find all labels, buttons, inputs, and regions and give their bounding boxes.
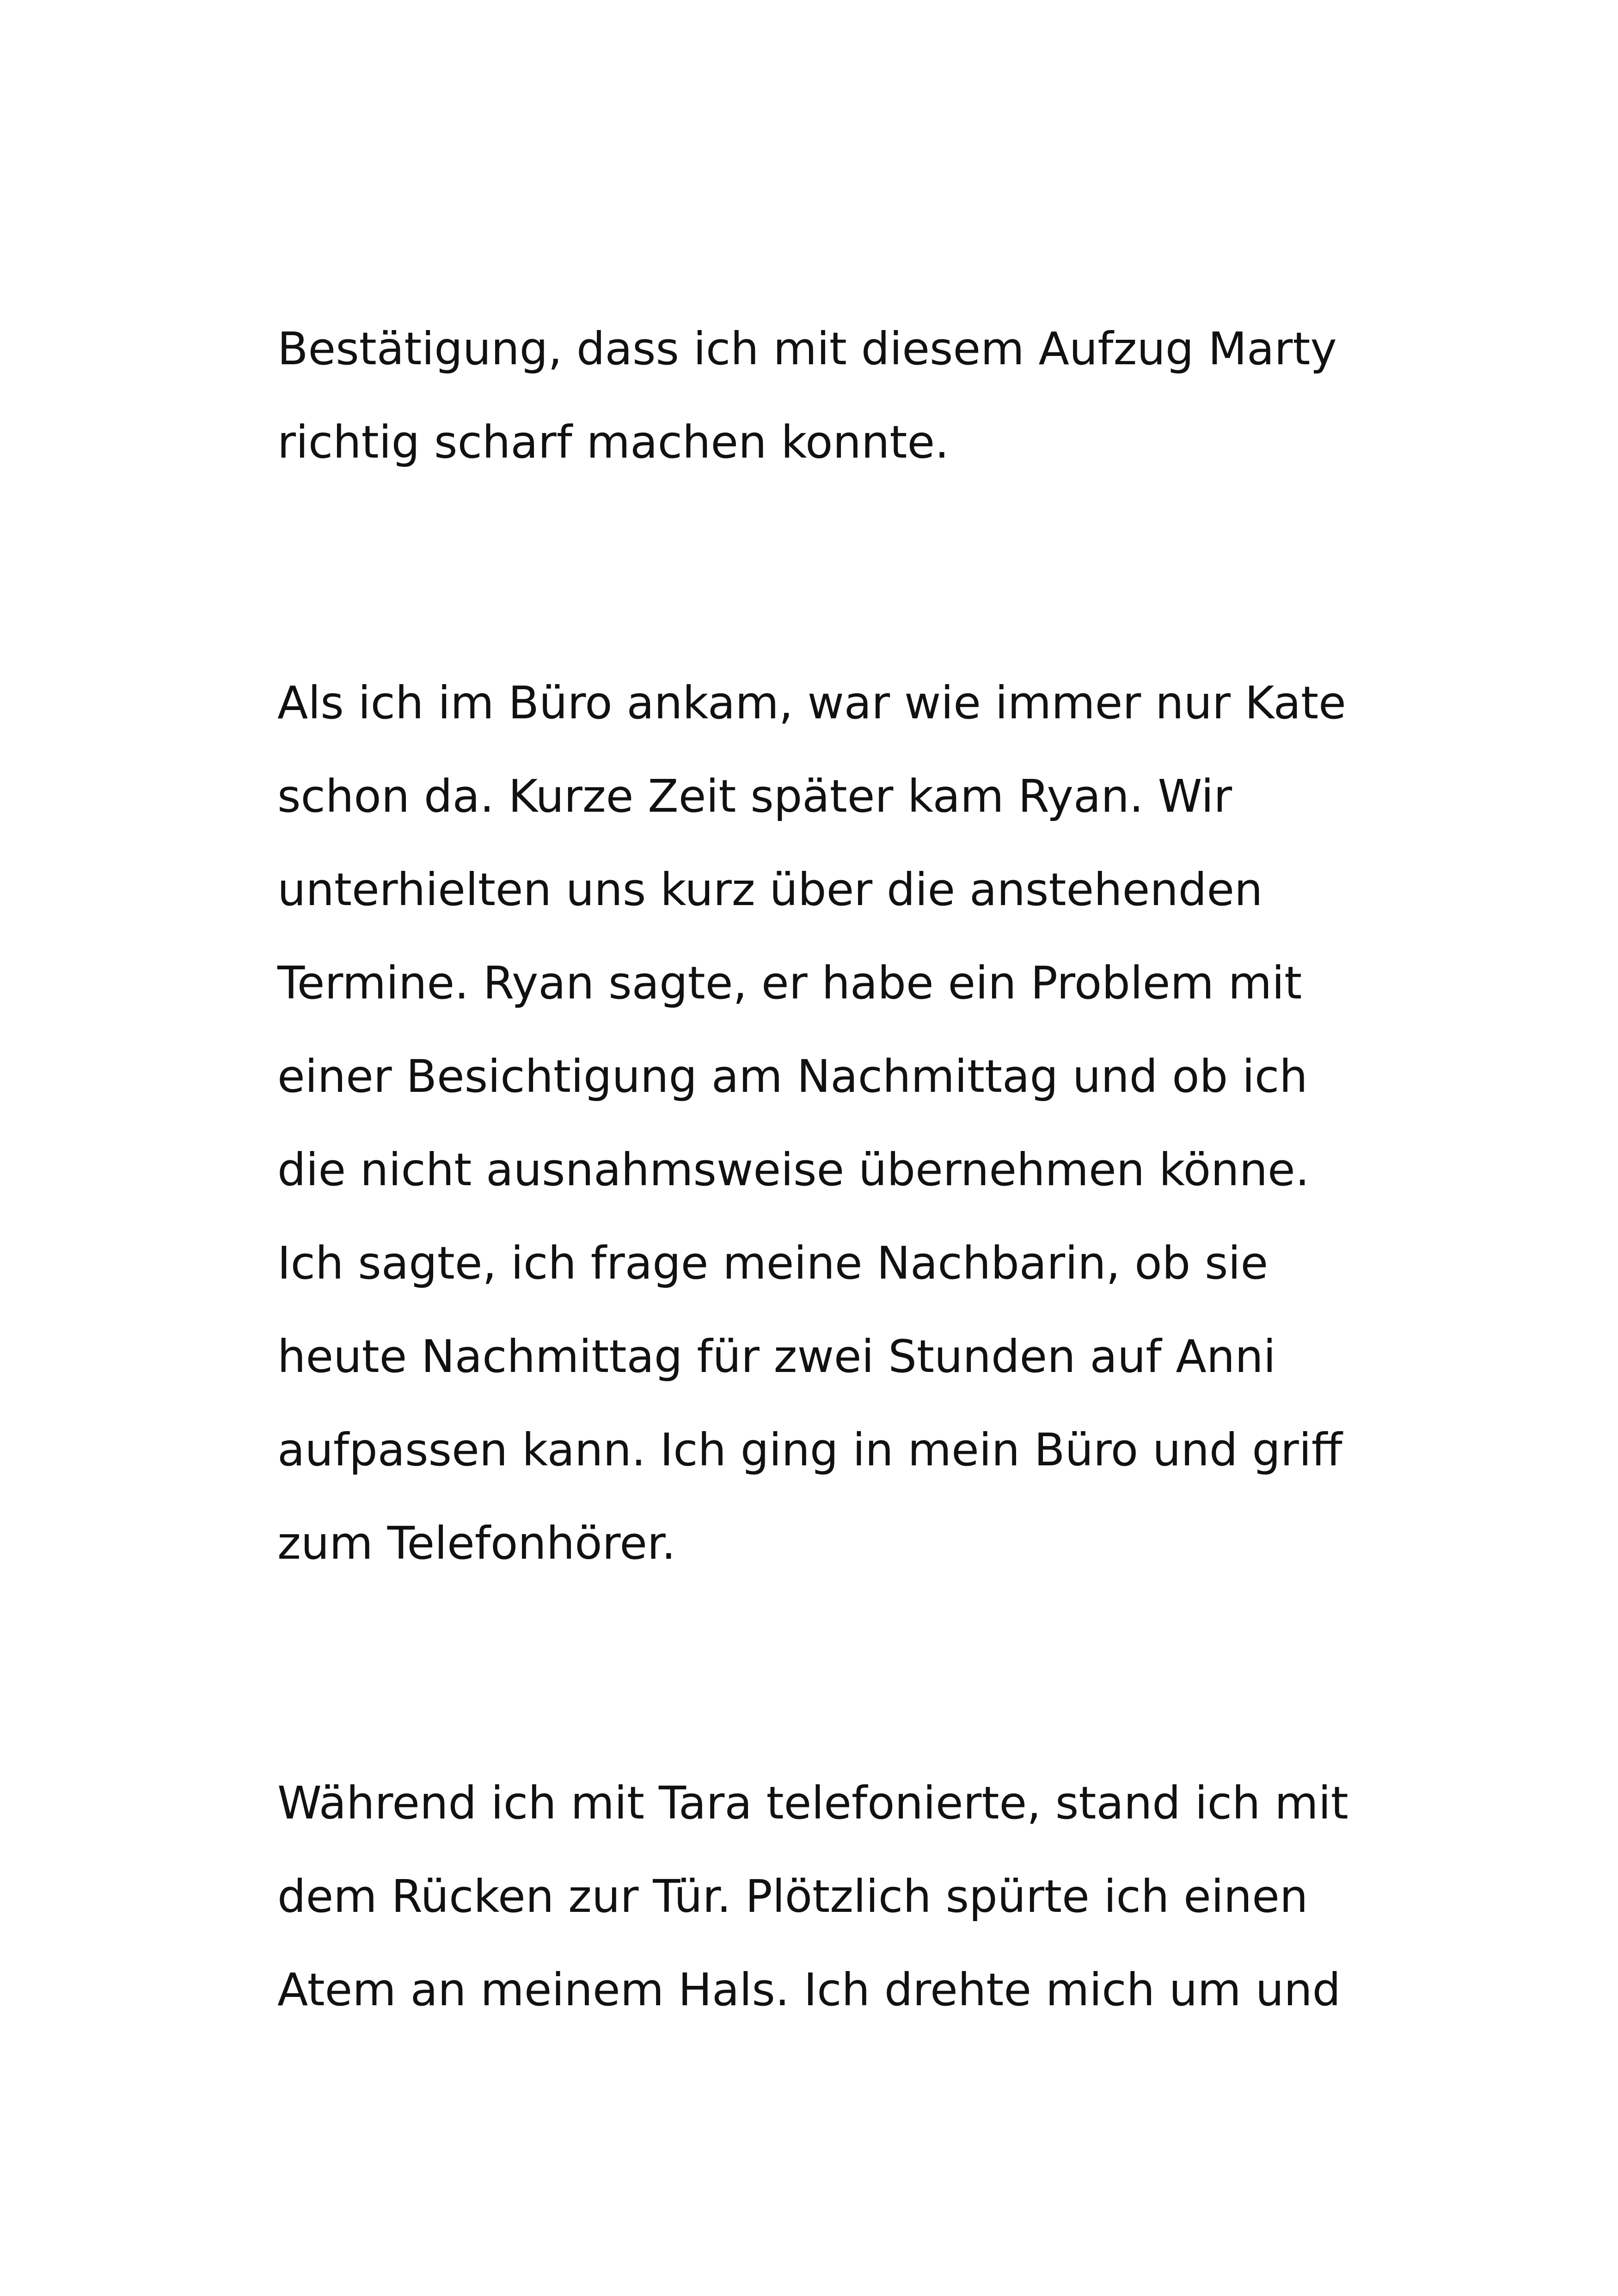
text-line: einer Besichtigung am Nachmittag und ob ich — [277, 1050, 1308, 1102]
text-line: Atem an meinem Hals. Ich drehte mich um und — [277, 1964, 1341, 2016]
text-line: richtig scharf machen konnte. — [277, 416, 949, 468]
text-line: die nicht ausnahmsweise übernehmen könne. — [277, 1144, 1310, 1196]
text-line: Während ich mit Tara telefonierte, stand ich mit — [277, 1777, 1348, 1829]
text-line: schon da. Kurze Zeit später kam Ryan. Wir — [277, 770, 1232, 822]
text-line: zum Telefonhörer. — [277, 1517, 676, 1569]
text-line: Als ich im Büro ankam, war wie immer nur Kate — [277, 677, 1346, 729]
text-line: aufpassen kann. Ich ging in mein Büro und griff — [277, 1424, 1342, 1476]
text-line: dem Rücken zur Tür. Plötzlich spürte ich einen — [277, 1870, 1308, 1923]
text-line: Termine. Ryan sagte, er habe ein Problem mit — [277, 957, 1302, 1009]
text-line: heute Nachmittag für zwei Stunden auf Anni — [277, 1330, 1276, 1383]
text-line: Ich sagte, ich frage meine Nachbarin, ob sie — [277, 1237, 1269, 1289]
text-line: unterhielten uns kurz über die anstehenden — [277, 863, 1263, 916]
text-line: Bestätigung, dass ich mit diesem Aufzug Marty — [277, 323, 1337, 375]
